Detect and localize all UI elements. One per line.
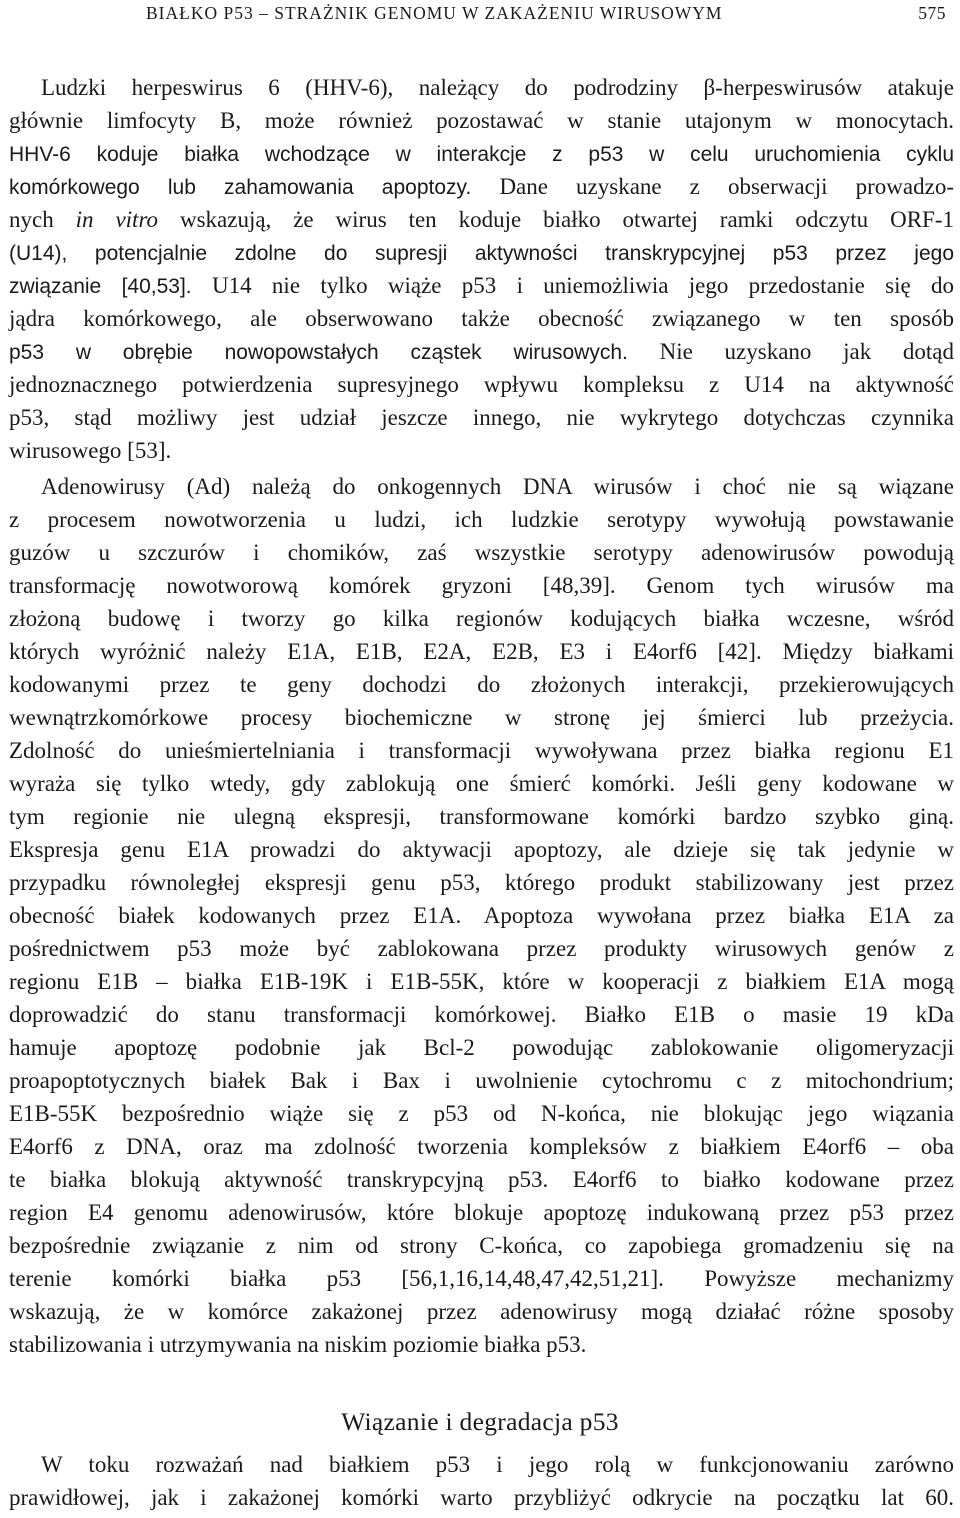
text-run: związanie [40,53].	[9, 275, 213, 298]
text-run: jądra komórkowego, ale obserwowano także obecność związanego w ten sposób	[9, 306, 954, 331]
text-line	[9, 701, 954, 734]
paragraph-binding-degradation	[9, 1448, 954, 1514]
text-run: Ekspresja genu E1A prowadzi do aktywacji apoptozy, ale dzieje się tak jedynie w	[9, 837, 954, 862]
text-run: nych	[9, 207, 76, 232]
text-run: złożoną budowę i tworzy go kilka regionów kodujących białka wczesne, wśród	[9, 606, 954, 631]
text-line	[9, 800, 954, 833]
text-line	[9, 302, 954, 335]
text-line	[9, 866, 954, 899]
text-run: guzów u szczurów i chomików, zaś wszystkie serotypy adenowirusów powodują	[9, 540, 954, 565]
text-run: Ludzki herpeswirus 6 (HHV-6), należący do podrodziny β-herpeswirusów atakuje	[41, 75, 954, 100]
text-run: komórkowego lub zahamowania apoptozy.	[9, 176, 500, 199]
text-run: regionu E1B – białka E1B-19K i E1B-55K, które w kooperacji z białkiem E1A mogą	[9, 969, 954, 994]
text-run: (U14), potencjalnie zdolne do supresji aktywności transkrypcyjnej p53 przez jego	[9, 242, 954, 265]
text-run: wskazują, że wirus ten koduje białko otwartej ramki odczytu ORF-1	[158, 207, 954, 232]
text-run: bezpośrednie związanie z nim od strony C-końca, co zapobiega gromadzeniu się na	[9, 1233, 954, 1258]
text-run: Dane uzyskane z obserwacji prowadzo-	[499, 174, 954, 199]
text-run: przypadku równoległej ekspresji genu p53, którego produkt stabilizowany jest przez	[9, 870, 954, 895]
text-line	[9, 203, 954, 236]
text-line	[9, 1163, 954, 1196]
paragraph-herpesvirus	[9, 71, 954, 467]
text-line	[9, 71, 954, 104]
italic-term: in vitro	[75, 207, 159, 232]
text-run: Nie uzyskano jak dotąd	[659, 339, 955, 364]
paragraph-adenovirus	[9, 470, 954, 1361]
running-head-title: BIAŁKO P53 – STRAŻNIK GENOMU W ZAKAŻENIU WIRUSOWYM	[146, 3, 723, 23]
text-line	[9, 335, 954, 368]
text-line	[9, 401, 954, 434]
text-line	[9, 1031, 954, 1064]
text-run: E1B-55K bezpośrednio wiąże się z p53 od N-końca, nie blokując jego wiązania	[9, 1101, 954, 1126]
text-run: Zdolność do unieśmiertelniania i transformacji wywoływana przez białka regionu E1	[9, 738, 954, 763]
text-run: p53, stąd możliwy jest udział jeszcze innego, nie wykrytego dotychczas czynnika	[9, 405, 954, 430]
text-run: stabilizowania i utrzymywania na niskim poziomie białka p53.	[9, 1332, 587, 1357]
text-line	[9, 137, 954, 170]
text-run: głównie limfocyty B, może również pozostawać w stanie utajonym w monocytach.	[9, 108, 954, 133]
text-run: z procesem nowotworzenia u ludzi, ich ludzkie serotypy wywołują powstawanie	[9, 507, 954, 532]
text-line	[9, 1064, 954, 1097]
text-line	[9, 767, 954, 800]
text-run: region E4 genomu adenowirusów, które blokuje apoptozę indukowaną przez p53 przez	[9, 1200, 954, 1225]
text-run: prawidłowej, jak i zakażonej komórki warto przybliżyć odkrycie na początku lat 60.	[9, 1485, 954, 1510]
text-line	[9, 236, 954, 269]
text-line	[9, 1328, 954, 1361]
text-line	[9, 1481, 954, 1514]
text-line	[9, 1448, 954, 1481]
text-run: pośrednictwem p53 może być zablokowana przez produkty wirusowych genów z	[9, 936, 954, 961]
text-run: wirusowego [53].	[9, 438, 172, 463]
text-line	[9, 434, 954, 467]
text-line	[9, 1196, 954, 1229]
text-run: kodowanymi przez te geny dochodzi do złożonych interakcji, przekierowujących	[9, 672, 954, 697]
text-run: wskazują, że w komórce zakażonej przez adenowirusy mogą działać różne sposoby	[9, 1299, 954, 1324]
text-line	[9, 1295, 954, 1328]
text-run: obecność białek kodowanych przez E1A. Apoptoza wywołana przez białka E1A za	[9, 903, 954, 928]
text-line	[9, 1262, 954, 1295]
text-line	[9, 170, 954, 203]
text-run: p53 w obrębie nowopowstałych cząstek wirusowych.	[9, 341, 660, 364]
text-line	[9, 734, 954, 767]
text-run: wyraża się tylko wtedy, gdy zablokują one śmierć komórki. Jeśli geny kodowane w	[9, 771, 954, 796]
text-run: których wyróżnić należy E1A, E1B, E2A, E2B, E3 i E4orf6 [42]. Między białkami	[9, 639, 954, 664]
text-line	[9, 536, 954, 569]
text-line	[9, 368, 954, 401]
text-line	[9, 503, 954, 536]
section-heading: Wiązanie i degradacja p53	[341, 1407, 619, 1436]
text-run: proapoptotycznych białek Bak i Bax i uwolnienie cytochromu c z mitochondrium;	[9, 1068, 954, 1093]
text-line	[9, 899, 954, 932]
text-line	[9, 470, 954, 503]
page-number: 575	[918, 3, 946, 23]
text-line	[9, 1097, 954, 1130]
text-line	[9, 965, 954, 998]
text-line	[9, 635, 954, 668]
text-run: transformację nowotworową komórek gryzoni [48,39]. Genom tych wirusów ma	[9, 573, 954, 598]
text-line	[9, 1229, 954, 1262]
text-run: tym regionie nie ulegną ekspresji, transformowane komórki bardzo szybko giną.	[9, 804, 954, 829]
text-run: U14 nie tylko wiąże p53 i uniemożliwia jego przedostanie się do	[212, 273, 955, 298]
text-line	[9, 932, 954, 965]
text-line	[9, 668, 954, 701]
running-head	[146, 0, 946, 26]
text-line	[9, 1130, 954, 1163]
text-run: HHV-6 koduje białka wchodzące w interakcje z p53 w celu uruchomienia cyklu	[9, 143, 954, 166]
text-run: terenie komórki białka p53 [56,1,16,14,48,47,42,51,21]. Powyższe mechanizmy	[9, 1266, 954, 1291]
text-run: wewnątrzkomórkowe procesy biochemiczne w stronę jej śmierci lub przeżycia.	[9, 705, 954, 730]
text-line	[9, 998, 954, 1031]
text-line	[9, 833, 954, 866]
text-run: doprowadzić do stanu transformacji komórkowej. Białko E1B o masie 19 kDa	[9, 1002, 954, 1027]
text-line	[9, 602, 954, 635]
text-line	[9, 269, 954, 302]
text-run: jednoznacznego potwierdzenia supresyjnego wpływu kompleksu z U14 na aktywność	[9, 372, 954, 397]
text-line	[9, 104, 954, 137]
text-run: W toku rozważań nad białkiem p53 i jego rolą w funkcjonowaniu zarówno	[41, 1452, 954, 1477]
text-line	[9, 569, 954, 602]
text-run: hamuje apoptozę podobnie jak Bcl-2 powodując zablokowanie oligomeryzacji	[9, 1035, 954, 1060]
text-run: Adenowirusy (Ad) należą do onkogennych DNA wirusów i choć nie są wiązane	[41, 474, 954, 499]
text-run: E4orf6 z DNA, oraz ma zdolność tworzenia kompleksów z białkiem E4orf6 – oba	[9, 1134, 954, 1159]
text-run: te białka blokują aktywność transkrypcyjną p53. E4orf6 to białko kodowane przez	[9, 1167, 954, 1192]
